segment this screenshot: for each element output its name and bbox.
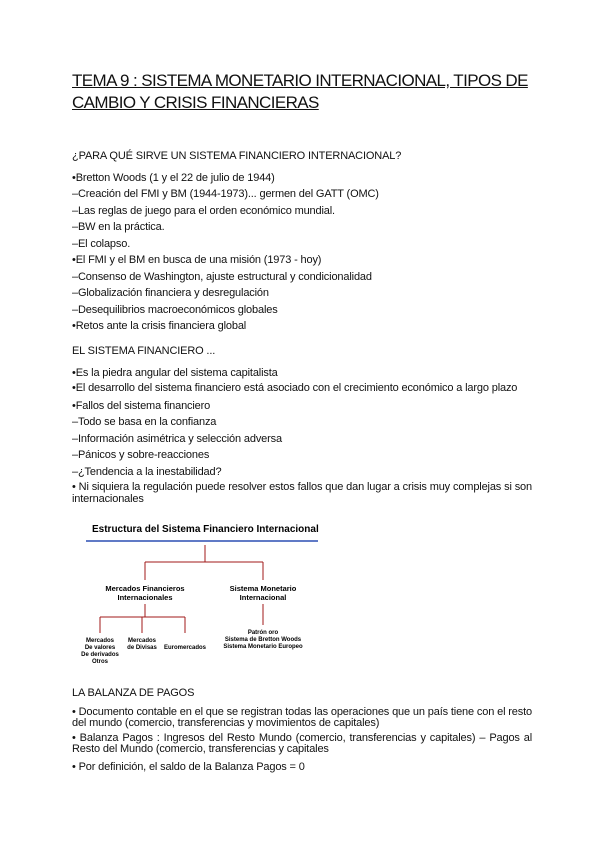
- leaf-forex-2: de Divisas: [127, 645, 157, 651]
- list-item: –Consenso de Washington, ajuste estructural y condicionalidad: [72, 270, 372, 283]
- section-balance-of-payments: [72, 685, 532, 775]
- list-item: • Balanza Pagos : Ingresos del Resto Mundo (comercio, transferencias y capitales) – Pagos al Resto del Mundo (comercio, transferencias y capitales: [72, 731, 532, 755]
- list-item: –Creación del FMI y BM (1944-1973)... germen del GATT (OMC): [72, 188, 379, 200]
- list-item: –Desequilibrios macroeconómicos globales: [72, 303, 278, 316]
- leaf-securities-3: De derivados: [81, 652, 119, 658]
- list-item: –Todo se basa en la confianza: [72, 416, 217, 428]
- node-markets-line2: Internacionales: [117, 593, 173, 602]
- list-item: •El desarrollo del sistema financiero está asociado con el crecimiento económico a largo plazo: [72, 382, 518, 394]
- leaf-securities-1: Mercados: [85, 638, 115, 644]
- list-item: •Es la piedra angular del sistema capitalista: [72, 366, 278, 379]
- leaf-monetary-3: Sistema Monetario Europeo: [223, 644, 303, 650]
- leaf-securities-2: De valores: [84, 645, 116, 651]
- list-item: •El FMI y el BM en busca de una misión (1973 - hoy): [72, 254, 322, 266]
- list-item: –BW en la práctica.: [72, 221, 165, 233]
- leaf-euromarkets: Euromercados: [163, 645, 207, 651]
- list-item: –El colapso.: [72, 237, 131, 250]
- page-title: TEMA 9 : SISTEMA MONETARIO INTERNACIONAL, TIPOS DE CAMBIO Y CRISIS FINANCIERAS: [72, 71, 528, 112]
- list-item: –¿Tendencia a la inestabilidad?: [72, 465, 222, 478]
- list-item: –Información asimétrica y selección adversa: [72, 432, 282, 445]
- section-heading: EL SISTEMA FINANCIERO ...: [72, 345, 216, 357]
- leaf-securities-4: Otros: [91, 659, 109, 665]
- structure-diagram: [0, 515, 600, 685]
- leaf-forex-1: Mercados: [127, 638, 157, 644]
- list-item: –Pánicos y sobre-reacciones: [72, 449, 210, 461]
- node-markets-line1: Mercados Financieros: [105, 584, 185, 593]
- section-financial-system: [72, 343, 532, 508]
- section-heading: LA BALANZA DE PAGOS: [72, 687, 195, 699]
- node-monetary-line2: Internacional: [239, 593, 287, 602]
- node-monetary-line1: Sistema Monetario: [229, 584, 297, 593]
- list-item: • Ni siquiera la regulación puede resolver estos fallos que dan lugar a crisis muy complejas si son internacionales: [72, 481, 532, 505]
- list-item: –Globalización financiera y desregulación: [72, 287, 269, 299]
- list-item: •Bretton Woods (1 y el 22 de julio de 1944): [72, 171, 275, 184]
- list-item: •Retos ante la crisis financiera global: [72, 320, 247, 332]
- list-item: • Por definición, el saldo de la Balanza Pagos = 0: [72, 760, 305, 773]
- list-item: •Fallos del sistema financiero: [72, 399, 211, 412]
- section-purpose: [72, 148, 532, 335]
- diagram-title: Estructura del Sistema Financiero Internacional: [92, 524, 319, 535]
- list-item: –Las reglas de juego para el orden económico mundial.: [72, 204, 335, 217]
- leaf-monetary-2: Sistema de Bretton Woods: [224, 637, 302, 643]
- leaf-monetary-1: Patrón oro: [247, 630, 279, 636]
- list-item: • Documento contable en el que se registran todas las operaciones que un país tiene con el resto del mundo (comercio, transferencias y movimientos de capitales): [72, 705, 532, 729]
- section-heading: ¿PARA QUÉ SIRVE UN SISTEMA FINANCIERO INTERNACIONAL?: [72, 150, 402, 162]
